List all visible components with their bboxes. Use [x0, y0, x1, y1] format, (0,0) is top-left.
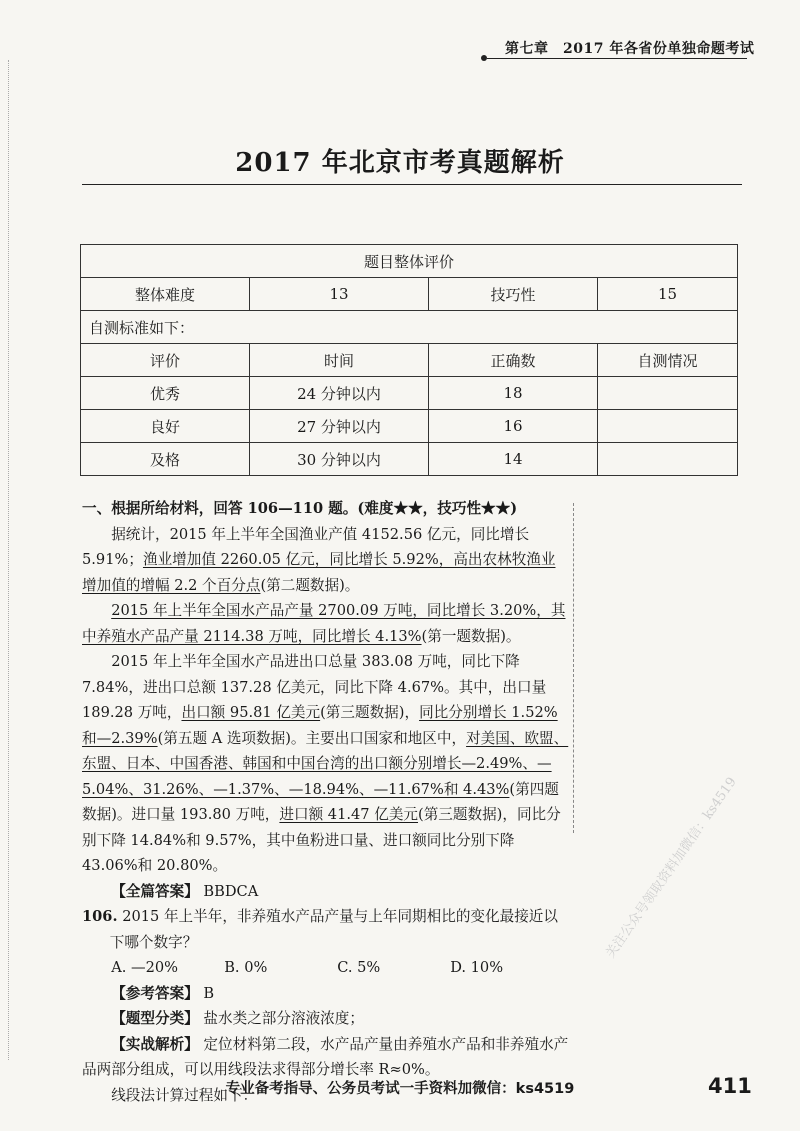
material-paragraph-1: [82, 522, 570, 599]
type-label: 【题型分类】: [111, 1010, 199, 1027]
table-caption: 题目整体评价: [81, 245, 738, 278]
material-paragraph-3: [82, 649, 570, 879]
evaluation-table: [80, 244, 738, 476]
binding-margin: [8, 60, 9, 1060]
correct-cell: 14: [429, 443, 598, 476]
main-content: [82, 496, 570, 1108]
underlined-text: 出口额 95.81 亿美元: [181, 704, 321, 721]
para-text: (第三题数据)，同比分别下降 14.84%和 9.57%，其中鱼粉进口量、进口额同比分别下降 43.06%和 20.80%。: [82, 806, 561, 874]
time-cell: 24 分钟以内: [250, 377, 429, 410]
para-text: 2015 年上半年全国水产品进出口总量 383.08 万吨，同比下降 7.84%，进出口总额 137.28 亿美元，同比下降 4.67%。其中，出口量 189.28 万吨，: [82, 653, 547, 721]
question-type: [82, 1006, 570, 1032]
skill-value: 15: [598, 278, 738, 311]
ref-answer-label: 【参考答案】: [111, 984, 199, 1002]
table-caption-row: [81, 245, 738, 278]
para-text: (第二题数据)。: [260, 576, 360, 594]
self-test-note: 自测标准如下：: [81, 311, 738, 344]
table-score-row: [81, 278, 738, 311]
underlined-text: 渔业增加值 2260.05 亿元，同比增长 5.92%，高出农林牧渔业增加值的增幅 2.2 个百分点: [82, 551, 556, 594]
underlined-text: 同比分别增长 1.52%和—2.39%: [82, 704, 558, 747]
header-rule: [487, 58, 747, 59]
table-note-row: [81, 311, 738, 344]
self-check-cell[interactable]: [598, 377, 738, 410]
table-row: [81, 410, 738, 443]
underlined-text: 对美国、欧盟、东盟、日本、中国香港、韩国和中国台湾的出口额分别增长—2.49%、—5.04%、31.26%、—1.37%、—18.94%、—11.67%和 4.43%: [82, 729, 569, 798]
all-answers-value: BBDCA: [203, 882, 259, 900]
page-number: 411: [708, 1074, 752, 1098]
material-paragraph-2: [82, 598, 570, 649]
para-text: (第一题数据)。: [421, 627, 521, 645]
time-cell: 30 分钟以内: [250, 443, 429, 476]
option-c[interactable]: C. 5%: [337, 959, 381, 976]
table-row: [81, 443, 738, 476]
analysis-label: 【实战解析】: [111, 1035, 199, 1053]
title-rule: [82, 184, 742, 185]
question-options: [82, 955, 570, 981]
column-header: 自测情况: [598, 344, 738, 377]
analysis-text: 定位材料第二段，水产品产量由养殖水产品和非养殖水产品两部分组成，可以用线段法求得部分增长率 R≈0%。: [82, 1035, 569, 1078]
para-text: (第五题 A 选项数据)。主要出口国家和地区中，: [157, 729, 467, 747]
option-a[interactable]: A. —20%: [111, 959, 179, 976]
para-text: (第三题数据)，: [320, 704, 420, 721]
reference-answer: [82, 981, 570, 1007]
para-text: (第四题数据)。进口量 193.80 万吨，: [82, 780, 559, 823]
type-value: 盐水类之部分溶液浓度；: [203, 1010, 364, 1027]
self-check-cell[interactable]: [598, 443, 738, 476]
para-text: 据统计，2015 年上半年全国渔业产值 4152.56 亿元，同比增长 5.91%；: [82, 525, 530, 568]
grade-cell: 及格: [81, 443, 250, 476]
table-row: [81, 377, 738, 410]
side-bracket: [573, 503, 574, 833]
section-heading: 一、根据所给材料，回答 106—110 题。(难度★★，技巧性★★): [82, 500, 518, 517]
option-b[interactable]: B. 0%: [224, 959, 268, 976]
footer-promo: 专业备考指导、公务员考试一手资料加微信：ks4519: [225, 1081, 575, 1097]
column-header: 正确数: [429, 344, 598, 377]
question-106: [82, 904, 570, 955]
underlined-text: 进口额 41.47 亿美元: [279, 806, 419, 823]
table-header-row: [81, 344, 738, 377]
watermark: 关注公众号领取资料加微信：ks4519: [603, 774, 740, 961]
all-answers: [82, 879, 570, 905]
grade-cell: 优秀: [81, 377, 250, 410]
analysis: [82, 1032, 570, 1083]
question-text: 2015 年上半年，非养殖水产品产量与上年同期相比的变化最接近以下哪个数字？: [109, 908, 559, 951]
correct-cell: 16: [429, 410, 598, 443]
all-answers-label: 【全篇答案】: [111, 882, 199, 900]
underlined-text: 2015 年上半年全国水产品产量 2700.09 万吨，同比增长 3.20%，其中养殖水产品产量 2114.38 万吨，同比增长 4.13%: [82, 602, 566, 645]
ref-answer-value: B: [203, 984, 215, 1002]
difficulty-value: 13: [250, 278, 429, 311]
grade-cell: 良好: [81, 410, 250, 443]
page-title: 2017 年北京市考真题解析: [235, 148, 565, 178]
running-header: 第七章 2017 年各省份单独命题考试: [505, 41, 755, 57]
option-d[interactable]: D. 10%: [450, 959, 504, 976]
question-number: 106.: [82, 908, 118, 925]
difficulty-label: 整体难度: [81, 278, 250, 311]
method-line: 线段法计算过程如下：: [111, 1086, 258, 1104]
skill-label: 技巧性: [429, 278, 598, 311]
correct-cell: 18: [429, 377, 598, 410]
time-cell: 27 分钟以内: [250, 410, 429, 443]
column-header: 评价: [81, 344, 250, 377]
self-check-cell[interactable]: [598, 410, 738, 443]
column-header: 时间: [250, 344, 429, 377]
